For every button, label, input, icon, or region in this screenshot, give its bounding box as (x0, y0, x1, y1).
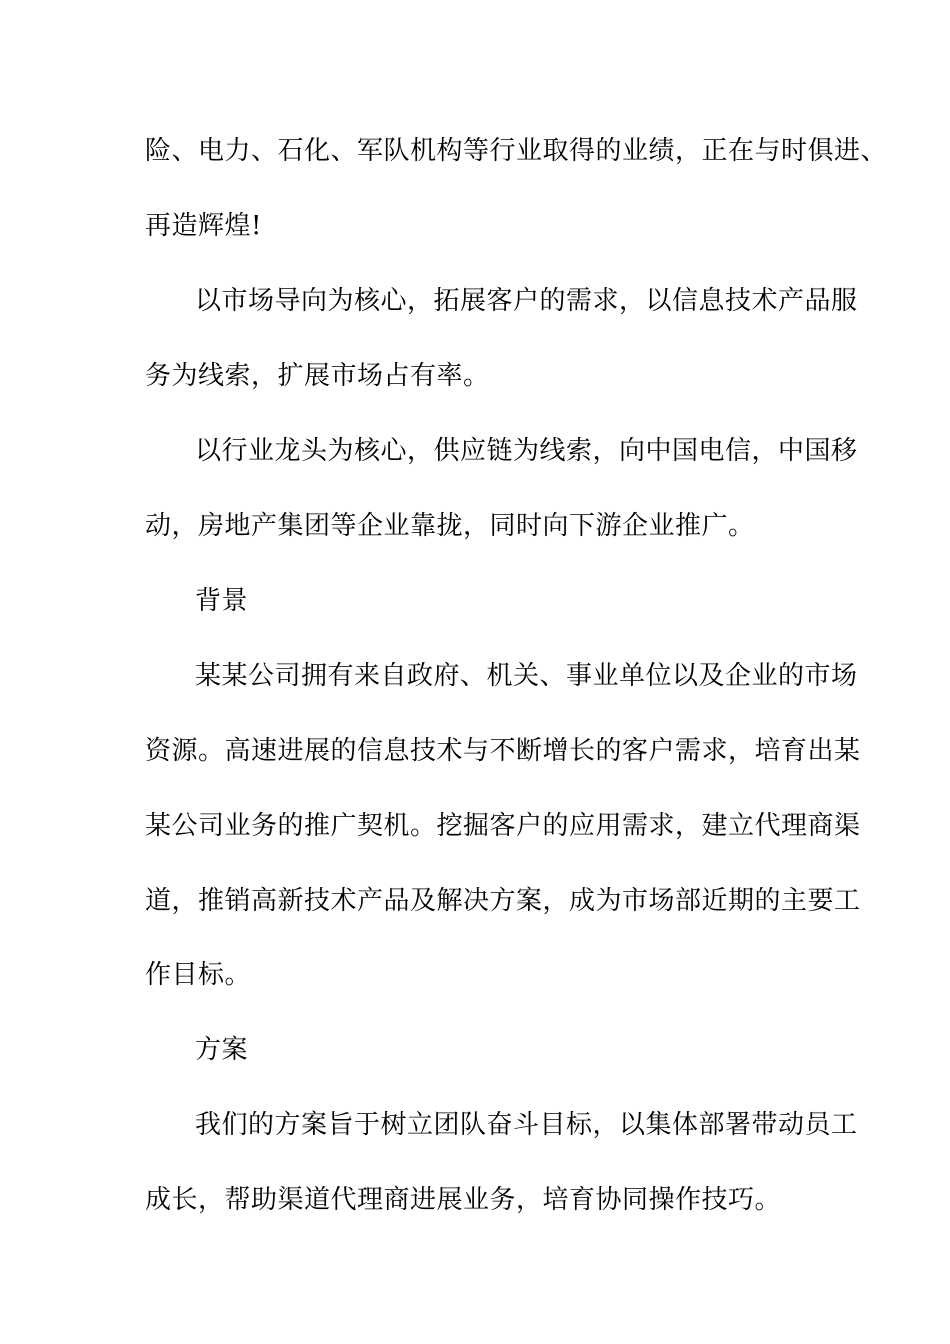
paragraph-line: 以行业龙头为核心，供应链为线索，向中国电信，中国移 (195, 436, 858, 466)
paragraph-line: 再造辉煌! (145, 211, 262, 241)
paragraph-line: 以市场导向为核心，拓展客户的需求，以信息技术产品服 (195, 286, 858, 316)
paragraph-line: 险、电力、石化、军队机构等行业取得的业绩，正在与时俱进、 (145, 136, 888, 166)
paragraph-line: 某某公司拥有来自政府、机关、事业单位以及企业的市场 (195, 661, 858, 691)
paragraph-line: 动，房地产集团等企业靠拢，同时向下游企业推广。 (145, 511, 755, 541)
paragraph-line: 务为线索，扩展市场占有率。 (145, 361, 490, 391)
paragraph-line: 资源。高速进展的信息技术与不断增长的客户需求，培育出某 (145, 736, 861, 766)
paragraph-line: 某公司业务的推广契机。挖掘客户的应用需求，建立代理商渠 (145, 811, 861, 841)
paragraph-line: 道，推销高新技术产品及解决方案，成为市场部近期的主要工 (145, 886, 861, 916)
section-heading: 方案 (195, 1035, 249, 1065)
section-heading: 背景 (195, 586, 249, 616)
paragraph-line: 作目标。 (145, 960, 252, 990)
paragraph-line: 我们的方案旨于树立团队奋斗目标，以集体部署带动员工 (195, 1110, 858, 1140)
paragraph-line: 成长，帮助渠道代理商进展业务，培育协同操作技巧。 (145, 1185, 782, 1215)
